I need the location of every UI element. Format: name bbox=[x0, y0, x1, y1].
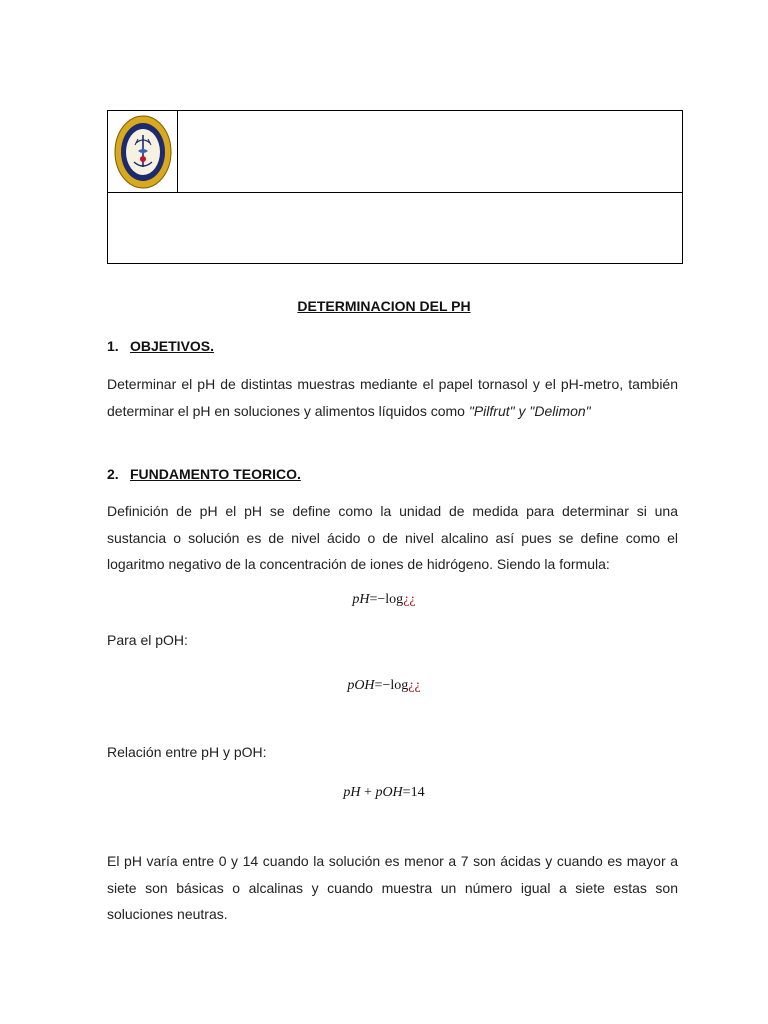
objetivos-paragraph bbox=[107, 371, 678, 424]
section-heading-fundamento bbox=[107, 466, 301, 482]
product-names: "Pilfrut" y "Delimon" bbox=[468, 402, 591, 419]
formula-operator: =−log bbox=[374, 678, 409, 693]
header-top-row bbox=[108, 111, 682, 193]
objetivos-text: Determinar el pH de distintas muestras mediante el papel tornasol y el pH-metro, también determinar el pH en soluciones y alimentos líquidos como bbox=[107, 376, 678, 419]
logo-cell bbox=[108, 111, 178, 192]
formula-relation bbox=[0, 785, 768, 801]
formula-operator: =14 bbox=[402, 785, 425, 800]
section-heading-objetivos bbox=[107, 338, 214, 354]
header-table bbox=[107, 110, 683, 264]
formula-lhs: pH bbox=[352, 592, 370, 607]
section-title: FUNDAMENTO TEORICO. bbox=[130, 466, 301, 482]
formula-error-glyph: ¿¿ bbox=[408, 678, 421, 693]
formula-error-glyph: ¿¿ bbox=[403, 592, 416, 607]
section-title: OBJETIVOS. bbox=[130, 338, 215, 354]
university-seal-logo-icon bbox=[114, 115, 172, 189]
formula-operator: =−log bbox=[369, 592, 404, 607]
formula-plus: + bbox=[360, 785, 376, 800]
relation-label: Relación entre pH y pOH: bbox=[107, 744, 267, 760]
section-number: 1. bbox=[107, 338, 119, 354]
fundamento-paragraph: Definición de pH el pH se define como la unidad de medida para determinar si una sustancia o solución es de nivel ácido o de nivel alcalino así pues se define como el logaritmo negativo de la concentración de iones de hidrógeno. Siendo la formula: bbox=[107, 503, 678, 572]
formula-lhs: pOH bbox=[347, 678, 375, 693]
closing-paragraph: El pH varía entre 0 y 14 cuando la solución es menor a 7 son ácidas y cuando es mayor a siete son básicas o alcalinas y cuando muestra un número igual a siete estas son soluciones neutras. bbox=[107, 853, 678, 922]
formula-ph bbox=[0, 592, 768, 608]
formula-term-a: pH bbox=[343, 785, 361, 800]
formula-term-b: pOH bbox=[375, 785, 403, 800]
document-title: DETERMINACION DEL PH bbox=[297, 298, 471, 314]
section-number: 2. bbox=[107, 466, 119, 482]
poh-label: Para el pOH: bbox=[107, 632, 188, 648]
formula-poh bbox=[0, 678, 768, 694]
